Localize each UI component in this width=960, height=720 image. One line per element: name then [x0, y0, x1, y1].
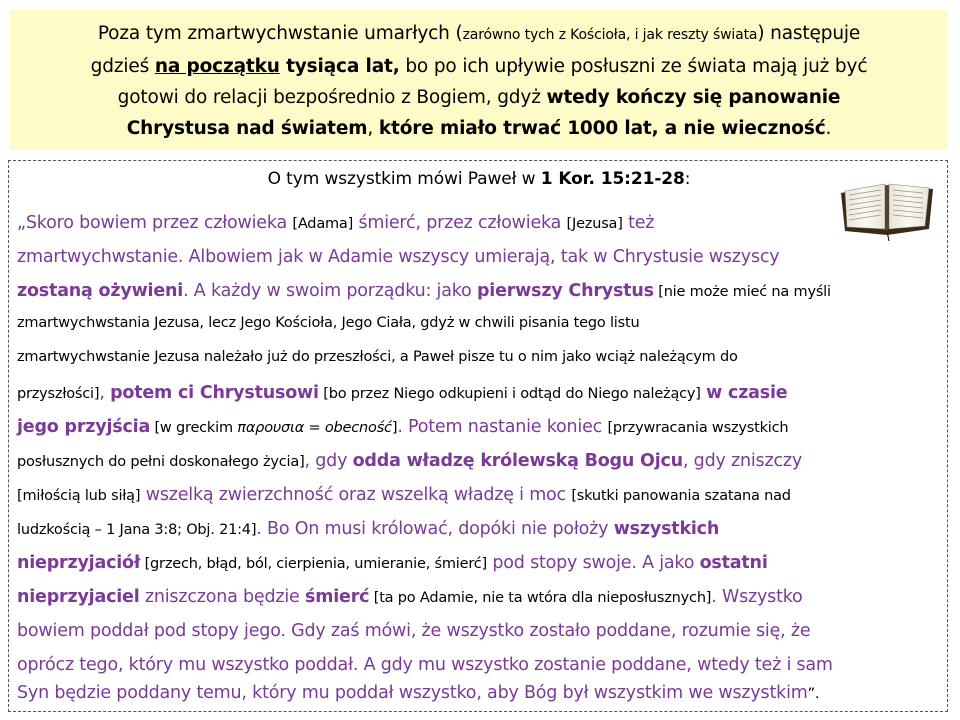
bracket-note: [skutki panowania szatana nad	[571, 488, 791, 504]
quote-line-1	[17, 213, 654, 233]
bracket-note: [nie może mieć na myśli	[653, 284, 831, 300]
intro-text: ) następuje	[757, 23, 861, 44]
intro-text: Poza tym zmartwychwstanie umarłych (	[97, 23, 463, 44]
quote-bold: jego przyjścia	[17, 417, 151, 437]
bracket-note: [Adama]	[292, 216, 354, 232]
quote-bold: wszystkich	[613, 519, 720, 539]
bracket-note: [grzech, błąd, ból, cierpienia, umieranie, śmierć]	[140, 556, 488, 572]
bracket-note: ludzkością – 1 Jana 3:8; Obj. 21:4]	[17, 522, 257, 538]
intro-text: gotowi do relacji bezpośrednio z Bogiem, gdyż	[117, 87, 547, 108]
quote-line-7	[17, 417, 788, 437]
quote-line-5	[17, 349, 738, 365]
quote-bold: nieprzyjaciel	[17, 587, 140, 607]
header-text: O tym wszystkim mówi Paweł w	[267, 169, 541, 189]
quote-text: pod stopy swoje. A jako	[487, 553, 700, 573]
intro-paragraph	[10, 10, 948, 150]
quote-text: . Bo On musi królować, dopóki nie położy	[256, 519, 614, 539]
quote-text: ,	[99, 383, 111, 403]
quote-bold: pierwszy Chrystus	[476, 281, 654, 301]
quote-text: . Wszystko	[711, 587, 803, 607]
bracket-note: posłusznych do pełni doskonałego życia]	[17, 454, 305, 470]
quote-bold: ostatni	[699, 553, 768, 573]
quote-header	[9, 169, 949, 189]
intro-text: ,	[367, 118, 379, 139]
intro-bold: które miało trwać 1000 lat, a nie wieczność	[378, 118, 826, 139]
quote-bold: w czasie	[706, 383, 788, 403]
quote-bold: nieprzyjaciół	[17, 553, 141, 573]
quote-text: też	[622, 213, 655, 233]
quote-line-6	[17, 383, 787, 403]
intro-line-2	[20, 51, 938, 82]
quote-line-10	[17, 519, 719, 539]
intro-bold: Chrystusa nad światem	[126, 118, 368, 139]
quote-bold: odda władzę królewską Bogu Ojcu	[352, 451, 683, 471]
quote-line-13	[17, 621, 810, 641]
intro-line-3	[20, 82, 938, 113]
quote-text: , gdy zniszczy	[682, 451, 803, 471]
quote-text: wszelką zwierzchność oraz wszelką władzę i moc	[140, 485, 572, 505]
intro-line-1	[20, 18, 938, 51]
open-bible-icon	[837, 175, 937, 241]
quote-text: zniszczona będzie	[139, 587, 305, 607]
intro-text: .	[825, 118, 832, 139]
bracket-note: [miłością lub siłą]	[17, 488, 141, 504]
bracket-note: ]	[391, 420, 398, 436]
quote-text: Syn będzie poddany temu, który mu poddał wszystko, aby Bóg był wszystkim we wszystkim	[17, 683, 808, 703]
header-text: :	[684, 169, 691, 189]
quote-line-9	[17, 485, 791, 505]
quote-text: zmartwychwstanie. Albowiem jak w Adamie wszyscy umierają, tak w Chrystusie wszyscy	[17, 247, 780, 267]
quote-text: bowiem poddał pod stopy jego. Gdy zaś mówi, że wszystko zostało poddane, rozumie się, że	[17, 621, 811, 641]
quote-text: oprócz tego, który mu wszystko poddał. A gdy mu wszystko zostanie poddane, wtedy też i sam	[17, 655, 833, 675]
closing-quote: ”.	[807, 686, 820, 702]
bracket-note: [Jezusa]	[566, 216, 623, 232]
quote-line-3	[17, 281, 831, 301]
quote-bold: zostaną ożywieni	[17, 281, 184, 301]
intro-parenthetical: zarówno tych z Kościoła, i jak reszty świata	[462, 27, 758, 43]
intro-bold: tysiąca lat,	[279, 56, 400, 77]
quote-line-11	[17, 553, 768, 573]
scripture-reference: 1 Kor. 15:21-28	[540, 169, 685, 189]
quote-line-15	[17, 683, 819, 703]
intro-line-4	[20, 113, 938, 144]
quote-line-12	[17, 587, 803, 607]
quote-bold: potem ci Chrystusowi	[110, 383, 319, 403]
quote-line-8	[17, 451, 802, 471]
intro-underlined: na początku	[154, 56, 280, 77]
bracket-note: zmartwychwstanie Jezusa należało już do przeszłości, a Paweł pisze tu o nim jako wciąż należącym do	[17, 349, 738, 365]
intro-bold: wtedy kończy się panowanie	[546, 87, 841, 108]
bracket-note: [bo przez Niego odkupieni i odtąd do Niego należący]	[318, 386, 701, 402]
bracket-note: [w greckim	[150, 420, 238, 436]
bracket-note: przyszłości]	[17, 386, 100, 402]
quote-text: . Potem nastanie koniec	[397, 417, 608, 437]
quote-line-2	[17, 247, 779, 267]
quote-text: śmierć, przez człowieka	[353, 213, 567, 233]
quote-line-14	[17, 655, 833, 675]
quote-text: . A każdy w swoim porządku: jako	[183, 281, 477, 301]
bracket-note: zmartwychwstania Jezusa, lecz Jego Kościoła, Jego Ciała, gdyż w chwili pisania tego listu	[17, 315, 640, 331]
quote-bold: śmierć	[305, 587, 370, 607]
bracket-note: [ta po Adamie, nie ta wtóra dla nieposłusznych]	[369, 590, 712, 606]
bracket-note: [przywracania wszystkich	[607, 420, 789, 436]
quote-text: „Skoro bowiem przez człowieka	[17, 213, 293, 233]
quote-line-4	[17, 315, 639, 331]
greek-term: παρουσια = obecność	[237, 420, 392, 436]
intro-text: bo po ich upływie posłuszni ze świata mają już być	[399, 56, 868, 77]
intro-text: gdzieś	[90, 56, 155, 77]
quote-box	[8, 160, 948, 712]
quote-text: , gdy	[304, 451, 353, 471]
